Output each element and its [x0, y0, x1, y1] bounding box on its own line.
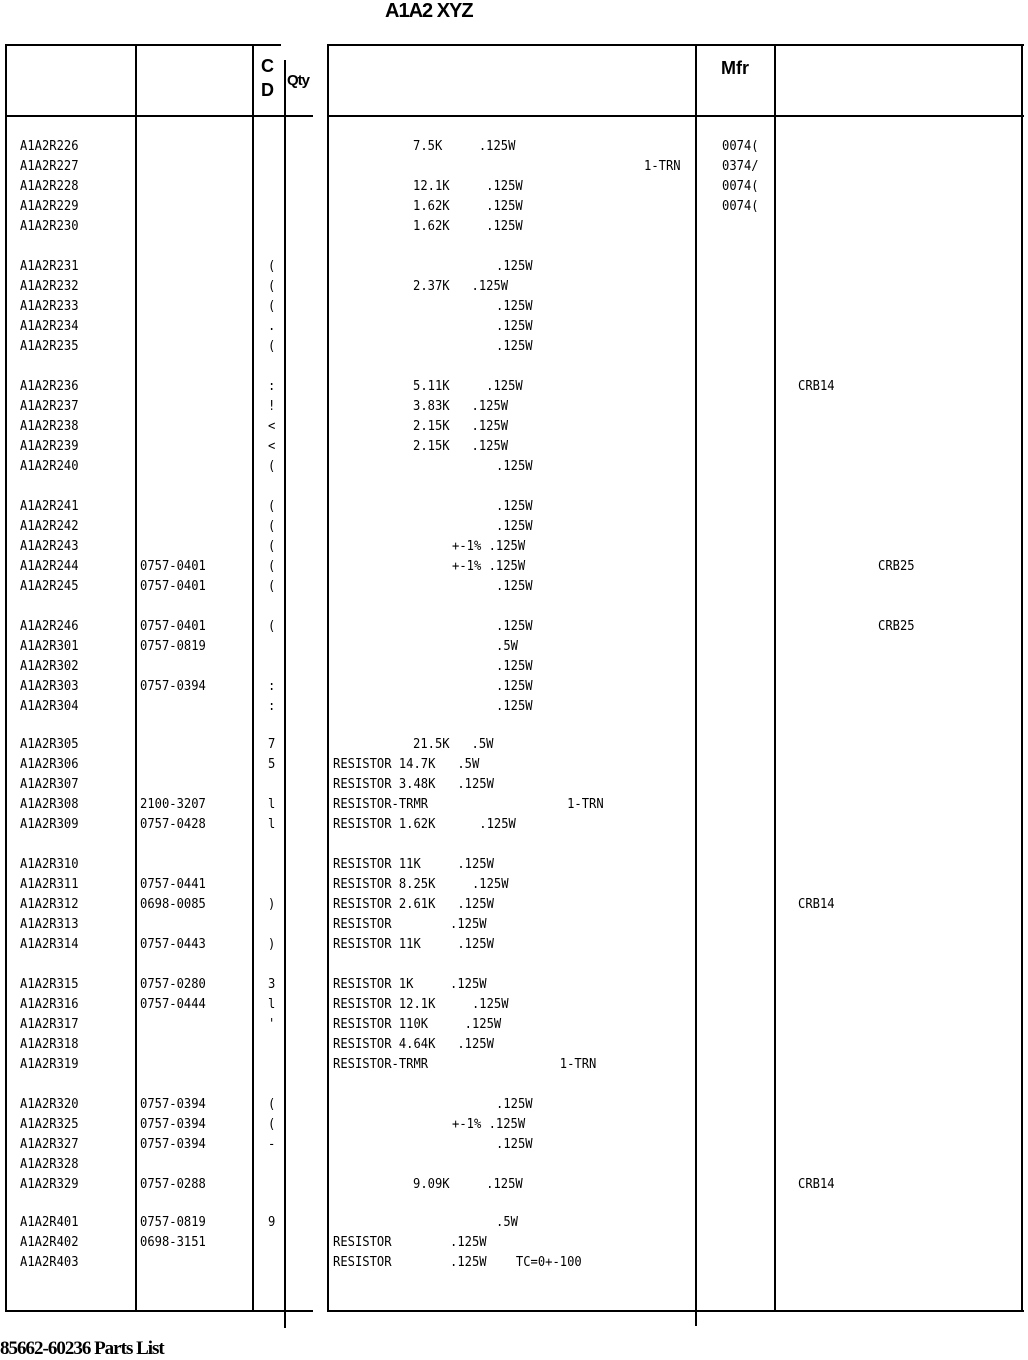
col-divider-5 [327, 44, 329, 1312]
reference-designator: A1A2R403 [20, 1254, 79, 1270]
reference-designator: A1A2R231 [20, 258, 79, 274]
reference-designator: A1A2R310 [20, 856, 79, 872]
description: .125W [496, 1136, 533, 1152]
check-digit: < [268, 438, 276, 454]
check-digit: ( [268, 558, 276, 574]
reference-designator: A1A2R327 [20, 1136, 79, 1152]
reference-designator: A1A2R318 [20, 1036, 79, 1052]
check-digit: ( [268, 538, 276, 554]
reference-designator: A1A2R233 [20, 298, 79, 314]
description: RESISTOR 110K .125W [333, 1016, 502, 1032]
part-number: 0757-0444 [140, 996, 206, 1012]
description: RESISTOR .125W [333, 916, 487, 932]
check-digit: ( [268, 518, 276, 534]
description: RESISTOR 2.61K .125W [333, 896, 494, 912]
description: .5W [496, 1214, 518, 1230]
header-underline-right [327, 115, 1024, 117]
check-digit: - [268, 1136, 276, 1152]
mfr-code: 0074( [722, 198, 759, 214]
reference-designator: A1A2R234 [20, 318, 79, 334]
check-digit: 9 [268, 1214, 276, 1230]
part-number: 0698-3151 [140, 1234, 206, 1250]
description: RESISTOR 3.48K .125W [333, 776, 494, 792]
check-digit: ! [268, 398, 276, 414]
reference-designator: A1A2R307 [20, 776, 79, 792]
mfr-code: 0074( [722, 178, 759, 194]
table-bottom-rule-right [327, 1310, 1024, 1312]
description: +-1% .125W [452, 538, 526, 554]
reference-designator: A1A2R309 [20, 816, 79, 832]
description: 12.1K .125W [413, 178, 523, 194]
check-digit: ( [268, 298, 276, 314]
description: RESISTOR .125W [333, 1234, 487, 1250]
part-number: 0757-0394 [140, 1136, 206, 1152]
reference-designator: A1A2R306 [20, 756, 79, 772]
description: RESISTOR 12.1K .125W [333, 996, 509, 1012]
description: RESISTOR 1K .125W [333, 976, 487, 992]
description: .125W [496, 578, 533, 594]
part-number: 0698-0085 [140, 896, 206, 912]
description: RESISTOR 11K .125W [333, 856, 494, 872]
reference-designator: A1A2R305 [20, 736, 79, 752]
col-divider-7 [774, 44, 776, 1312]
table-bottom-rule-left [5, 1310, 313, 1312]
description: +-1% .125W [452, 1116, 526, 1132]
description: .125W [496, 678, 533, 694]
description: .125W [496, 258, 533, 274]
footer-label: 85662-60236 Parts List [0, 1338, 164, 1359]
reference-designator: A1A2R302 [20, 658, 79, 674]
description: 1.62K .125W [413, 218, 523, 234]
description: RESISTOR 11K .125W [333, 936, 494, 952]
description: RESISTOR 4.64K .125W [333, 1036, 494, 1052]
description: 9.09K .125W [413, 1176, 523, 1192]
reference-designator: A1A2R325 [20, 1116, 79, 1132]
check-digit: ( [268, 578, 276, 594]
check-digit: ) [268, 896, 276, 912]
description: .125W [496, 318, 533, 334]
part-number: 0757-0401 [140, 558, 206, 574]
description: .125W [496, 338, 533, 354]
cd-header-top: C [261, 56, 274, 76]
reference-designator: A1A2R319 [20, 1056, 79, 1072]
check-digit: ( [268, 278, 276, 294]
reference-designator: A1A2R240 [20, 458, 79, 474]
description: 5.11K .125W [413, 378, 523, 394]
check-digit: ( [268, 338, 276, 354]
part-number: 0757-0819 [140, 638, 206, 654]
reference-designator: A1A2R329 [20, 1176, 79, 1192]
col-divider-8 [1021, 44, 1023, 1312]
check-digit: ( [268, 1096, 276, 1112]
reference-designator: A1A2R244 [20, 558, 79, 574]
reference-designator: A1A2R229 [20, 198, 79, 214]
reference-designator: A1A2R303 [20, 678, 79, 694]
check-digit: < [268, 418, 276, 434]
part-number: 0757-0441 [140, 876, 206, 892]
check-digit: : [268, 698, 276, 714]
check-digit: : [268, 378, 276, 394]
col-divider-4 [284, 60, 286, 1328]
description: .125W [496, 1096, 533, 1112]
description: 2.15K .125W [413, 418, 509, 434]
col-divider-3 [252, 44, 254, 1312]
reference-designator: A1A2R317 [20, 1016, 79, 1032]
part-number: 0757-0394 [140, 1116, 206, 1132]
description: 3.83K .125W [413, 398, 509, 414]
description: .125W [496, 298, 533, 314]
mfr-part-number: CRB25 [878, 558, 915, 574]
table-top-rule-left [5, 44, 281, 46]
description: 21.5K .5W [413, 736, 494, 752]
col-divider-2 [135, 44, 137, 1312]
part-number: 0757-0819 [140, 1214, 206, 1230]
description: 2.15K .125W [413, 438, 509, 454]
cd-header-bottom: D [261, 80, 274, 100]
reference-designator: A1A2R313 [20, 916, 79, 932]
description: .125W [496, 658, 533, 674]
check-digit: 7 [268, 736, 276, 752]
description: RESISTOR-TRMR 1-TRN [333, 1056, 597, 1072]
header-underline-left [5, 115, 313, 117]
reference-designator: A1A2R301 [20, 638, 79, 654]
description: RESISTOR 1.62K .125W [333, 816, 516, 832]
check-digit: 3 [268, 976, 276, 992]
description: 1.62K .125W [413, 198, 523, 214]
mfr-code: 0374/ [722, 158, 759, 174]
reference-designator: A1A2R239 [20, 438, 79, 454]
description: .5W [496, 638, 518, 654]
check-digit: ( [268, 1116, 276, 1132]
part-number: 0757-0443 [140, 936, 206, 952]
description: .125W [496, 458, 533, 474]
qty-header: Qty [287, 72, 310, 89]
reference-designator: A1A2R237 [20, 398, 79, 414]
description: .125W [496, 518, 533, 534]
mfr-part-number: CRB14 [798, 1176, 835, 1192]
check-digit: ) [268, 936, 276, 952]
check-digit: : [268, 678, 276, 694]
reference-designator: A1A2R401 [20, 1214, 79, 1230]
reference-designator: A1A2R226 [20, 138, 79, 154]
check-digit: ( [268, 618, 276, 634]
description: RESISTOR-TRMR 1-TRN [333, 796, 604, 812]
description: +-1% .125W [452, 558, 526, 574]
table-top-rule-right [327, 44, 1024, 46]
check-digit: l [268, 816, 276, 832]
reference-designator: A1A2R228 [20, 178, 79, 194]
check-digit: l [268, 796, 276, 812]
reference-designator: A1A2R328 [20, 1156, 79, 1172]
reference-designator: A1A2R227 [20, 158, 79, 174]
part-number: 0757-0401 [140, 618, 206, 634]
part-number: 0757-0394 [140, 678, 206, 694]
reference-designator: A1A2R242 [20, 518, 79, 534]
reference-designator: A1A2R230 [20, 218, 79, 234]
mfr-header: Mfr [721, 58, 749, 78]
mfr-part-number: CRB25 [878, 618, 915, 634]
reference-designator: A1A2R320 [20, 1096, 79, 1112]
description: RESISTOR 14.7K .5W [333, 756, 480, 772]
reference-designator: A1A2R304 [20, 698, 79, 714]
page-title: A1A2 XYZ [385, 0, 473, 22]
check-digit: 5 [268, 756, 276, 772]
col-divider-1 [5, 44, 7, 1312]
description: RESISTOR .125W TC=0+-100 [333, 1254, 582, 1270]
description: .125W [496, 618, 533, 634]
mfr-part-number: CRB14 [798, 378, 835, 394]
check-digit: ( [268, 458, 276, 474]
check-digit: . [268, 318, 276, 334]
check-digit: l [268, 996, 276, 1012]
reference-designator: A1A2R315 [20, 976, 79, 992]
check-digit: ( [268, 498, 276, 514]
mfr-code: 0074( [722, 138, 759, 154]
mfr-part-number: CRB14 [798, 896, 835, 912]
reference-designator: A1A2R245 [20, 578, 79, 594]
part-number: 0757-0288 [140, 1176, 206, 1192]
reference-designator: A1A2R243 [20, 538, 79, 554]
reference-designator: A1A2R235 [20, 338, 79, 354]
reference-designator: A1A2R232 [20, 278, 79, 294]
description: .125W [496, 698, 533, 714]
reference-designator: A1A2R312 [20, 896, 79, 912]
reference-designator: A1A2R238 [20, 418, 79, 434]
description: 7.5K .125W [413, 138, 516, 154]
part-number: 0757-0428 [140, 816, 206, 832]
part-number: 0757-0394 [140, 1096, 206, 1112]
check-digit: ( [268, 258, 276, 274]
description: 1-TRN [644, 158, 681, 174]
reference-designator: A1A2R241 [20, 498, 79, 514]
reference-designator: A1A2R311 [20, 876, 79, 892]
description: 2.37K .125W [413, 278, 509, 294]
part-number: 2100-3207 [140, 796, 206, 812]
reference-designator: A1A2R246 [20, 618, 79, 634]
col-divider-6 [695, 44, 697, 1326]
reference-designator: A1A2R236 [20, 378, 79, 394]
check-digit: ' [268, 1016, 276, 1032]
part-number: 0757-0280 [140, 976, 206, 992]
reference-designator: A1A2R316 [20, 996, 79, 1012]
reference-designator: A1A2R314 [20, 936, 79, 952]
part-number: 0757-0401 [140, 578, 206, 594]
description: .125W [496, 498, 533, 514]
description: RESISTOR 8.25K .125W [333, 876, 509, 892]
reference-designator: A1A2R402 [20, 1234, 79, 1250]
reference-designator: A1A2R308 [20, 796, 79, 812]
